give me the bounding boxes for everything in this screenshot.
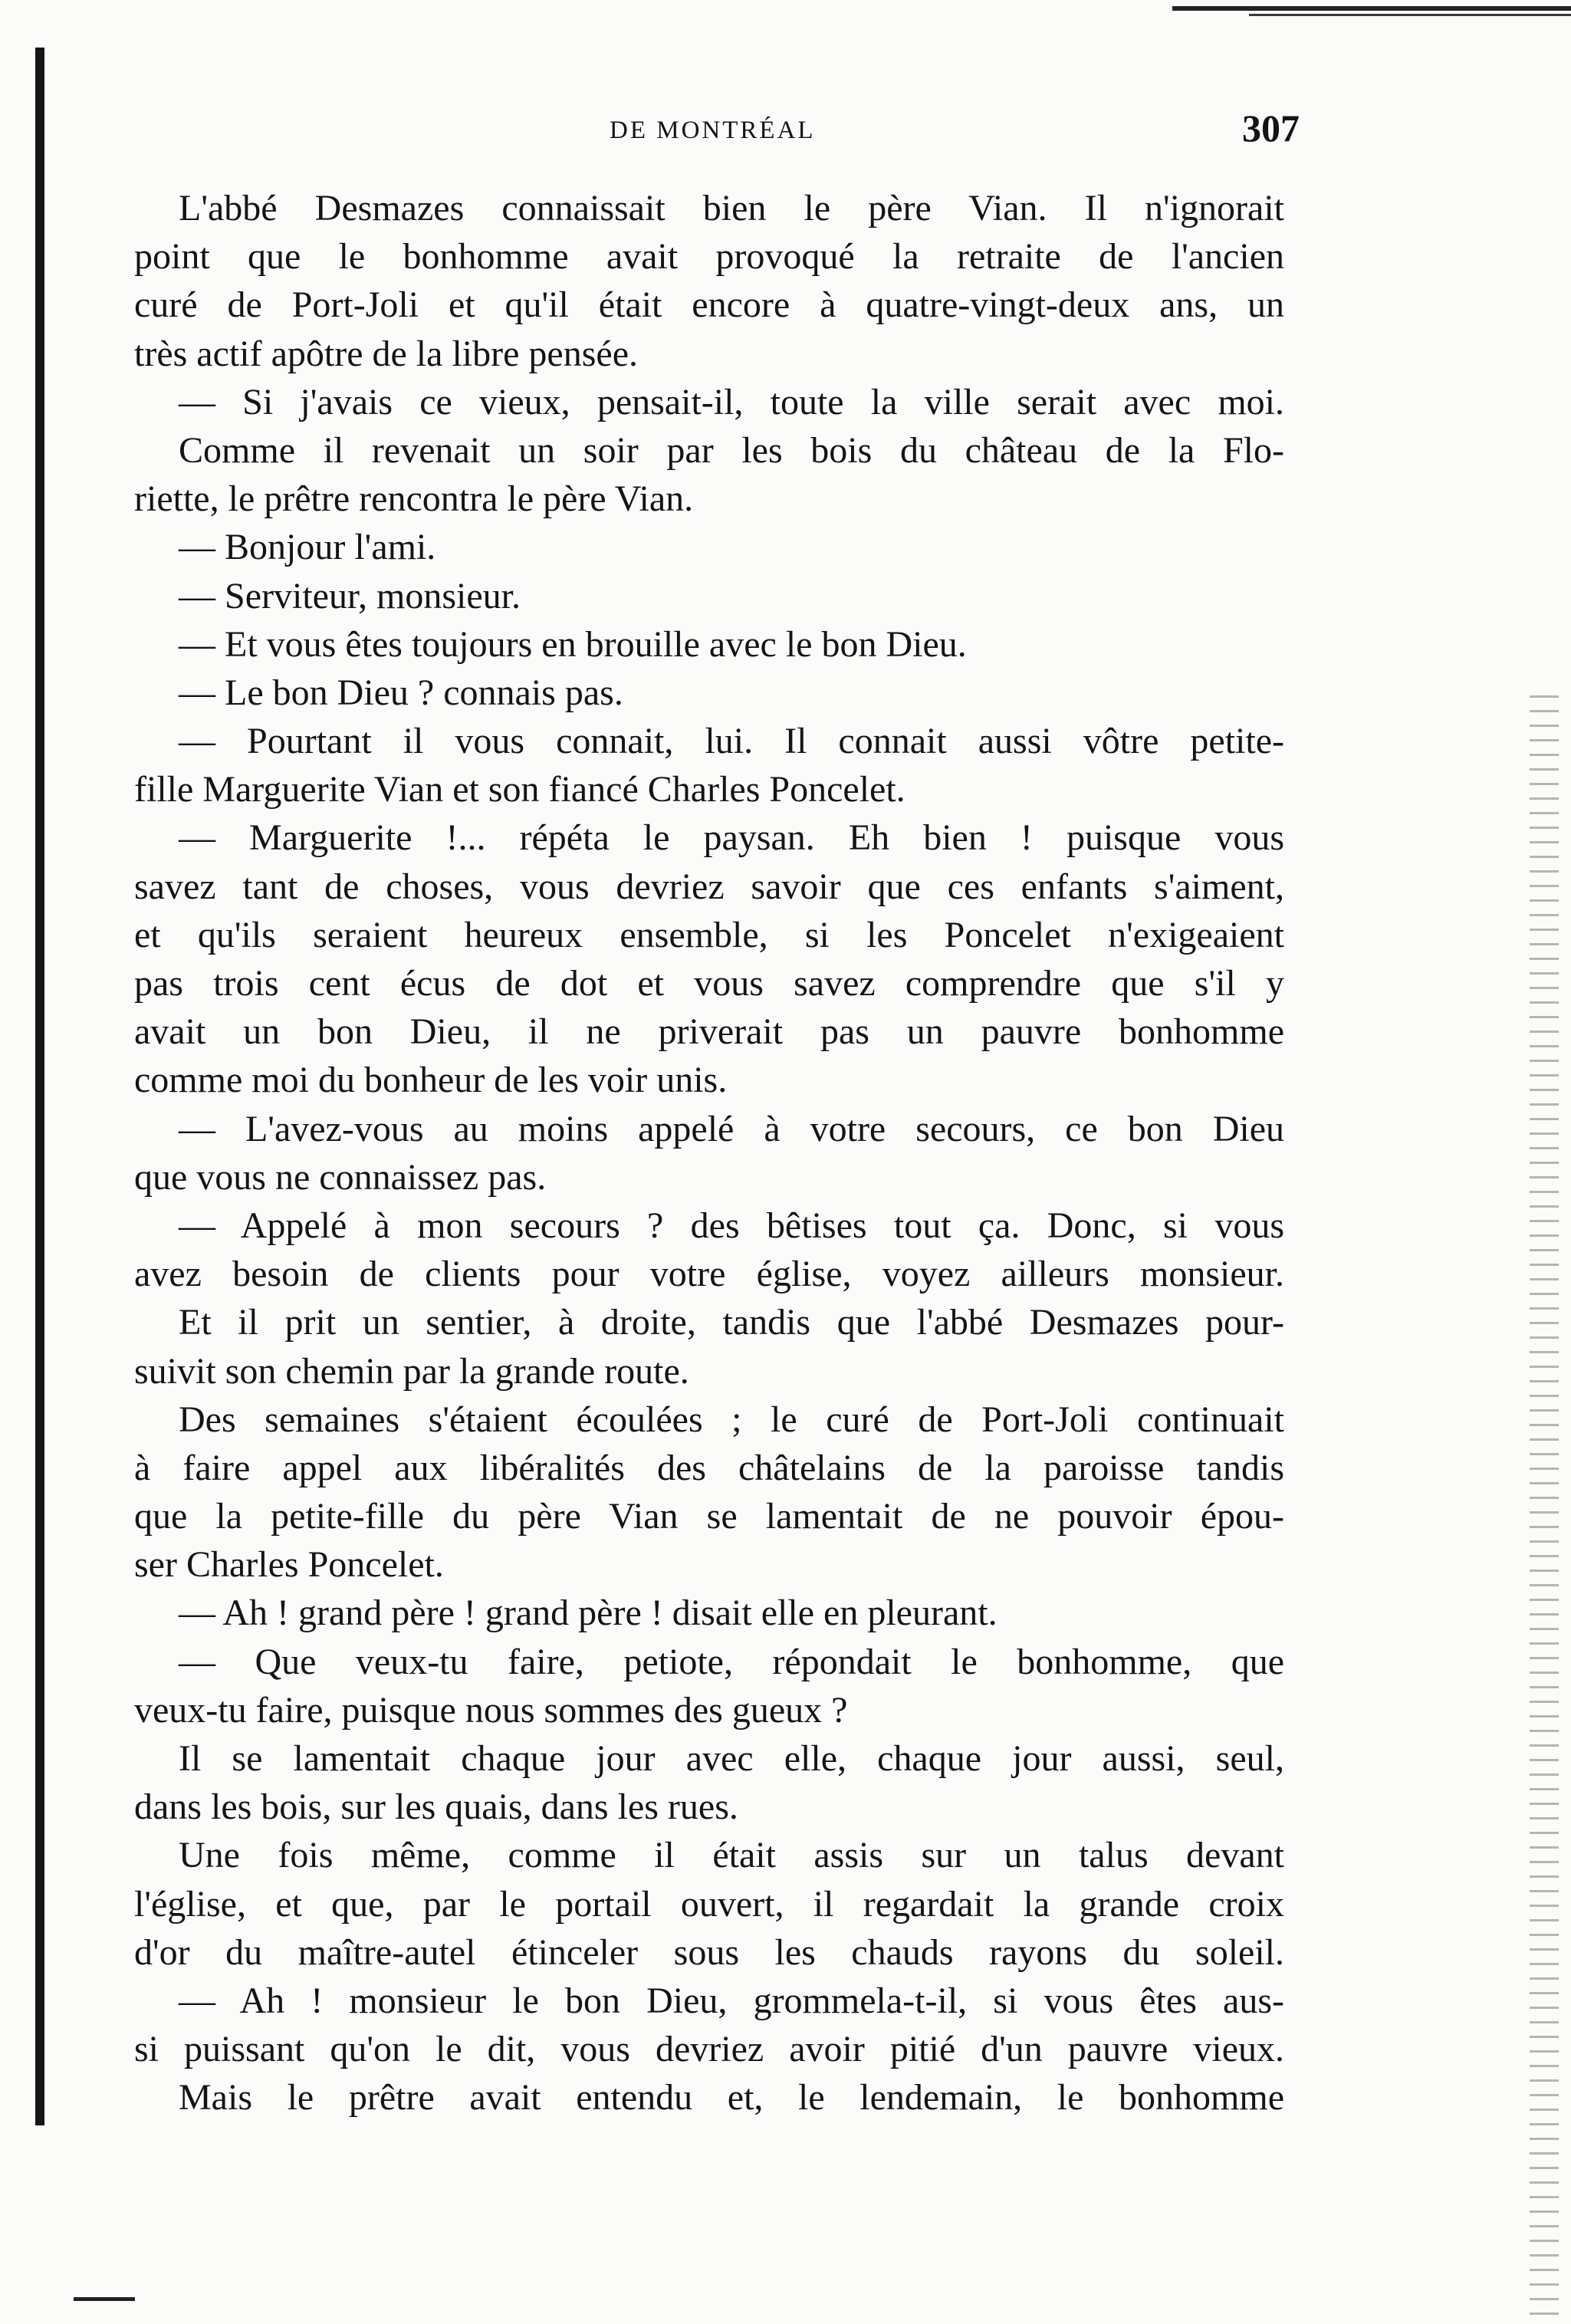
text-line: que la petite-fille du père Vian se lamentait de ne pouvoir épou- — [134, 1496, 1284, 1537]
text-line: veux-tu faire, puisque nous sommes des gueux ? — [134, 1689, 848, 1731]
text-line: — Que veux-tu faire, petiote, répondait le bonhomme, que — [179, 1641, 1284, 1682]
text-line: — Bonjour l'ami. — [179, 527, 436, 568]
text-line: — Si j'avais ce vieux, pensait-il, toute la ville serait avec moi. — [179, 381, 1284, 422]
text-line: comme moi du bonheur de les voir unis. — [134, 1060, 728, 1101]
text-line: Des semaines s'étaient écoulées ; le curé de Port-Joli continuait — [179, 1399, 1284, 1440]
text-line: — Ah ! grand père ! grand père ! disait elle en pleurant. — [179, 1593, 997, 1634]
text-line: d'or du maître-autel étinceler sous les chauds rayons du soleil. — [134, 1931, 1284, 1973]
text-line: point que le bonhomme avait provoqué la retraite de l'ancien — [134, 236, 1284, 278]
binding-edge — [35, 48, 44, 2125]
text-line: curé de Port-Joli et qu'il était encore à quatre-vingt-deux ans, un — [134, 284, 1284, 326]
text-line: l'église, et que, par le portail ouvert, il regardait la grande croix — [134, 1883, 1284, 1925]
text-line: L'abbé Desmazes connaissait bien le père Vian. Il n'ignorait — [179, 188, 1284, 228]
text-line: — L'avez-vous au moins appelé à votre secours, ce bon Dieu — [179, 1108, 1284, 1149]
text-line: dans les bois, sur les quais, dans les rues. — [134, 1787, 738, 1828]
text-line: — Appelé à mon secours ? des bêtises tout ça. Donc, si vous — [179, 1205, 1284, 1246]
text-line: avez besoin de clients pour votre église, voyez ailleurs monsieur. — [134, 1254, 1284, 1295]
page-number: 307 — [1242, 107, 1300, 150]
text-line: Il se lamentait chaque jour avec elle, chaque jour aussi, seul, — [179, 1738, 1284, 1779]
text-line: — Serviteur, monsieur. — [179, 575, 521, 616]
text-line: — Le bon Dieu ? connais pas. — [179, 672, 623, 713]
text-line: — Et vous êtes toujours en brouille avec le bon Dieu. — [179, 623, 967, 665]
body-text — [134, 184, 1284, 2122]
text-line: si puissant qu'on le dit, vous devriez avoir pitié d'un pauvre vieux. — [134, 2029, 1284, 2070]
page-header — [0, 106, 1571, 152]
text-line: ser Charles Poncelet. — [134, 1544, 444, 1586]
top-rule — [1172, 6, 1571, 11]
bottom-mark — [74, 2297, 135, 2301]
running-title: DE MONTRÉAL — [610, 117, 816, 144]
text-line: à faire appel aux libéralités des châtelains de la paroisse tandis — [134, 1447, 1284, 1488]
text-line: Une fois même, comme il était assis sur un talus devant — [179, 1835, 1284, 1876]
text-line: suivit son chemin par la grande route. — [134, 1350, 689, 1392]
text-line: pas trois cent écus de dot et vous savez comprendre que s'il y — [134, 963, 1284, 1004]
page-edge-noise — [1530, 690, 1559, 2323]
text-line: — Ah ! monsieur le bon Dieu, grommela-t-il, si vous êtes aus- — [179, 1980, 1284, 2021]
text-line: Et il prit un sentier, à droite, tandis que l'abbé Desmazes pour- — [179, 1302, 1284, 1343]
text-line: avait un bon Dieu, il ne priverait pas un pauvre bonhomme — [134, 1011, 1284, 1053]
text-line: Comme il revenait un soir par les bois du château de la Flo- — [179, 429, 1284, 471]
text-line: — Marguerite !... répéta le paysan. Eh bien ! puisque vous — [179, 817, 1284, 859]
text-line: et qu'ils seraient heureux ensemble, si les Poncelet n'exigeaient — [134, 914, 1284, 955]
text-line: très actif apôtre de la libre pensée. — [134, 333, 638, 374]
top-rule-secondary — [1249, 14, 1571, 16]
text-line: que vous ne connaissez pas. — [134, 1156, 547, 1198]
text-line: savez tant de choses, vous devriez savoir que ces enfants s'aiment, — [134, 866, 1284, 907]
text-line: fille Marguerite Vian et son fiancé Charles Poncelet. — [134, 769, 905, 810]
text-line: Mais le prêtre avait entendu et, le lendemain, le bonhomme — [179, 2077, 1284, 2119]
text-line: riette, le prêtre rencontra le père Vian. — [134, 478, 694, 520]
text-line: — Pourtant il vous connait, lui. Il connait aussi vôtre petite- — [179, 721, 1284, 762]
